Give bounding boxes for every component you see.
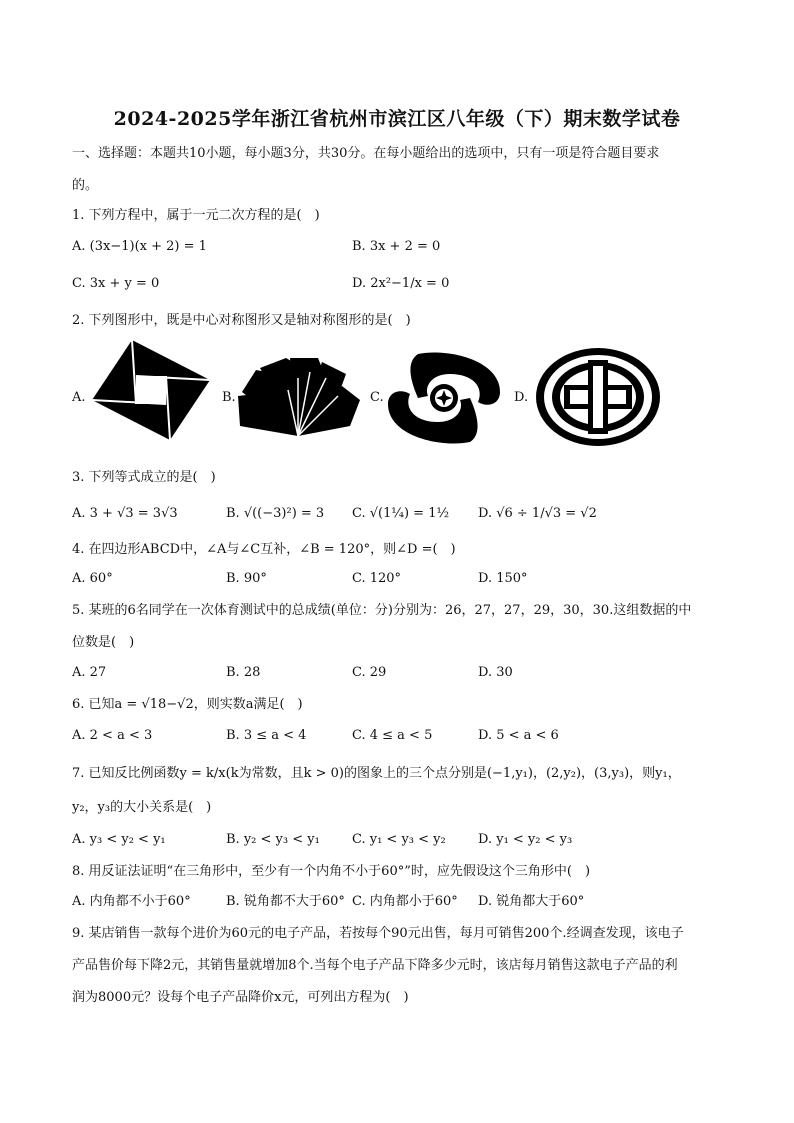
q6-option-c: C. 4 ≤ a < 5: [352, 728, 433, 743]
q6-option-d: D. 5 < a < 6: [478, 728, 559, 743]
q3-option-c: C. √(1¼) = 1½: [352, 506, 450, 521]
q2-label-c: C.: [370, 390, 384, 405]
q8-option-d: D. 锐角都大于60°: [478, 894, 585, 909]
q5-option-a: A. 27: [72, 665, 107, 680]
q4-option-d: D. 150°: [478, 571, 528, 586]
q7-option-d: D. y₁ < y₂ < y₃: [478, 832, 573, 847]
q2-figure-d: [534, 346, 662, 448]
section-heading-cont: 的。: [72, 178, 99, 193]
q7-stem: 7. 已知反比例函数y = k/x(k为常数，且k > 0)的图象上的三个点分别是(−1,y₁)，(2,y₂)，(3,y₃)，则y₁，: [72, 766, 681, 781]
q1-option-b: B. 3x + 2 = 0: [352, 239, 441, 254]
q7-option-b: B. y₂ < y₃ < y₁: [226, 832, 320, 847]
q4-option-b: B. 90°: [226, 571, 267, 586]
q2-label-d: D.: [514, 390, 529, 405]
q2-stem: 2. 下列图形中，既是中心对称图形又是轴对称图形的是( ): [72, 313, 411, 328]
q9-stem-cont2: 润为8000元？设每个电子产品降价x元，可列出方程为( ): [72, 990, 409, 1005]
q9-stem-cont: 产品售价每下降2元，其销售量就增加8个.当每个电子产品下降多少元时，该店每月销售这款电子产品的利: [72, 958, 678, 973]
q4-option-a: A. 60°: [72, 571, 113, 586]
q6-option-a: A. 2 < a < 3: [72, 728, 153, 743]
q5-stem: 5. 某班的6名同学在一次体育测试中的总成绩(单位：分)分别为：26，27，27，29，30，30.这组数据的中: [72, 603, 692, 618]
q2-label-a: A.: [72, 390, 86, 405]
q7-option-c: C. y₁ < y₃ < y₂: [352, 832, 446, 847]
q2-figure-b: [238, 356, 360, 438]
q5-option-c: C. 29: [352, 665, 387, 680]
q3-option-d: D. √6 ÷ 1/√3 = √2: [478, 506, 597, 521]
section-heading: 一、选择题：本题共10小题，每小题3分，共30分。在每小题给出的选项中，只有一项是符合题目要求: [72, 146, 660, 161]
q6-stem: 6. 已知a = √18−√2，则实数a满足( ): [72, 697, 303, 712]
q3-option-b: B. √((−3)²) = 3: [226, 506, 325, 521]
q8-stem: 8. 用反证法证明“在三角形中，至少有一个内角不小于60°”时，应先假设这个三角形中( ): [72, 864, 591, 879]
q5-stem-cont: 位数是( ): [72, 635, 135, 650]
q5-option-b: B. 28: [226, 665, 261, 680]
q2-figure-c: [388, 352, 500, 444]
q5-option-d: D. 30: [478, 665, 513, 680]
q4-stem: 4. 在四边形ABCD中，∠A与∠C互补，∠B = 120°，则∠D =( ): [72, 542, 456, 557]
q8-option-b: B. 锐角都不大于60°: [226, 894, 345, 909]
q2-label-b: B.: [222, 390, 236, 405]
q1-option-d: D. 2x²−1/x = 0: [352, 276, 450, 291]
q7-stem-cont: y₂，y₃的大小关系是( ): [72, 800, 212, 815]
q6-option-b: B. 3 ≤ a < 4: [226, 728, 307, 743]
q8-option-a: A. 内角都不小于60°: [72, 894, 191, 909]
q1-option-c: C. 3x + y = 0: [72, 276, 160, 291]
q8-option-c: C. 内角都小于60°: [352, 894, 458, 909]
q7-option-a: A. y₃ < y₂ < y₁: [72, 832, 166, 847]
q3-stem: 3. 下列等式成立的是( ): [72, 470, 216, 485]
q1-stem: 1. 下列方程中，属于一元二次方程的是( ): [72, 208, 320, 223]
q9-stem: 9. 某店销售一款每个进价为60元的电子产品，若按每个90元出售，每月可销售200个.经调查发现，该电子: [72, 926, 684, 941]
q3-option-a: A. 3 + √3 = 3√3: [72, 506, 178, 521]
q1-option-a: A. (3x−1)(x + 2) = 1: [72, 239, 207, 254]
q2-figure-a: [92, 340, 210, 440]
page-title: 2024-2025学年浙江省杭州市滨江区八年级（下）期末数学试卷: [113, 108, 681, 130]
q4-option-c: C. 120°: [352, 571, 402, 586]
